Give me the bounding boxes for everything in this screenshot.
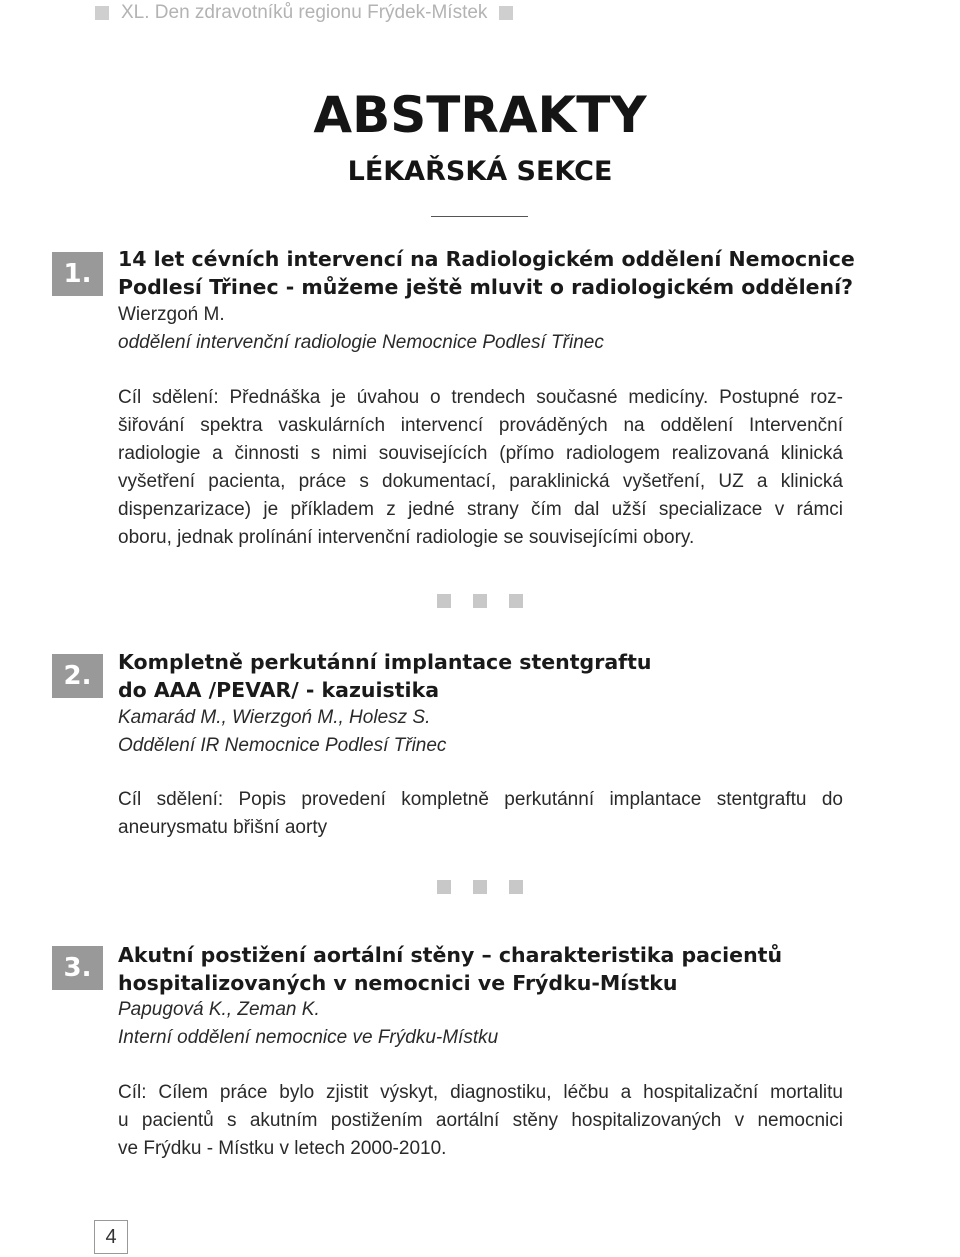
body-line: vyšetření pacienta, práce s dokumentací, paraklinická vyšetření, UZ a klinická: [118, 471, 843, 492]
abstract-authors: Wierzgoń M.: [118, 304, 225, 325]
abstract-title: [118, 648, 848, 704]
separator-square-icon: [437, 880, 451, 894]
separator-square-icon: [509, 594, 523, 608]
abstract-number: 2.: [52, 654, 103, 698]
title-divider: [431, 216, 528, 217]
abstract-department: Oddělení IR Nemocnice Podlesí Třinec: [118, 735, 447, 756]
abstract-department: oddělení intervenční radiologie Nemocnice Podlesí Třinec: [118, 332, 604, 353]
body-line: dispenzarizace) je příkladem z jedné strany čím dal užší specializace v rámci: [118, 499, 843, 520]
header-square-left-icon: [95, 6, 109, 20]
abstract-title-line: do AAA /PEVAR/ - kazuistika: [118, 678, 440, 702]
abstract-number: 3.: [52, 946, 103, 990]
separator-square-icon: [473, 594, 487, 608]
abstract-title-line: Podlesí Třinec - můžeme ještě mluvit o radiologickém oddělení?: [118, 275, 854, 299]
abstract-number: 1.: [52, 252, 103, 296]
abstract-title-line: Kompletně perkutánní implantace stentgraftu: [118, 650, 652, 674]
abstract-title-line: hospitalizovaných v nemocnici ve Frýdku-Místku: [118, 971, 678, 995]
abstract-body: [118, 384, 843, 552]
abstract-title-line: 14 let cévních intervencí na Radiologickém oddělení Nemocnice: [118, 247, 855, 271]
abstract-title: [118, 245, 855, 301]
page-title: ABSTRAKTY: [313, 86, 647, 144]
abstract-department: Interní oddělení nemocnice ve Frýdku-Místku: [118, 1027, 499, 1048]
body-line: ve Frýdku - Místku v letech 2000-2010.: [118, 1138, 447, 1159]
running-header: [95, 2, 513, 24]
abstract-title-line: Akutní postižení aortální stěny – charakteristika pacientů: [118, 943, 783, 967]
body-line: radiologie a činnosti s nimi souvisejících (přímo radiologem realizovaná klinická: [118, 443, 843, 464]
page-subtitle: LÉKAŘSKÁ SEKCE: [347, 156, 613, 187]
body-line: šiřování spektra vaskulárních intervencí prováděných na oddělení Intervenční: [118, 415, 843, 436]
header-square-right-icon: [499, 6, 513, 20]
abstract-body: [118, 1079, 843, 1163]
section-separator: [437, 594, 523, 608]
separator-square-icon: [473, 880, 487, 894]
abstract-authors: Kamarád M., Wierzgoń M., Holesz S.: [118, 707, 431, 728]
body-line: oboru, jednak prolínání intervenční radiologie se souvisejícími obory.: [118, 527, 695, 548]
body-line: u pacientů s akutním postižením aortální stěny hospitalizovaných v nemocnici: [118, 1110, 843, 1131]
header-text: XL. Den zdravotníků regionu Frýdek-Místek: [121, 2, 488, 23]
separator-square-icon: [509, 880, 523, 894]
abstract-authors: Papugová K., Zeman K.: [118, 999, 320, 1020]
section-separator: [437, 880, 523, 894]
separator-square-icon: [437, 594, 451, 608]
abstract-body: [118, 786, 843, 842]
body-line: aneurysmatu břišní aorty: [118, 817, 328, 838]
body-line: Cíl: Cílem práce bylo zjistit výskyt, diagnostiku, léčbu a hospitalizační mortalitu: [118, 1082, 843, 1103]
page-number: 4: [94, 1220, 128, 1254]
body-line: Cíl sdělení: Přednáška je úvahou o trendech současné medicíny. Postupné roz-: [118, 387, 843, 408]
abstract-title: [118, 941, 848, 997]
body-line: Cíl sdělení: Popis provedení kompletně perkutánní implantace stentgraftu do: [118, 789, 843, 810]
